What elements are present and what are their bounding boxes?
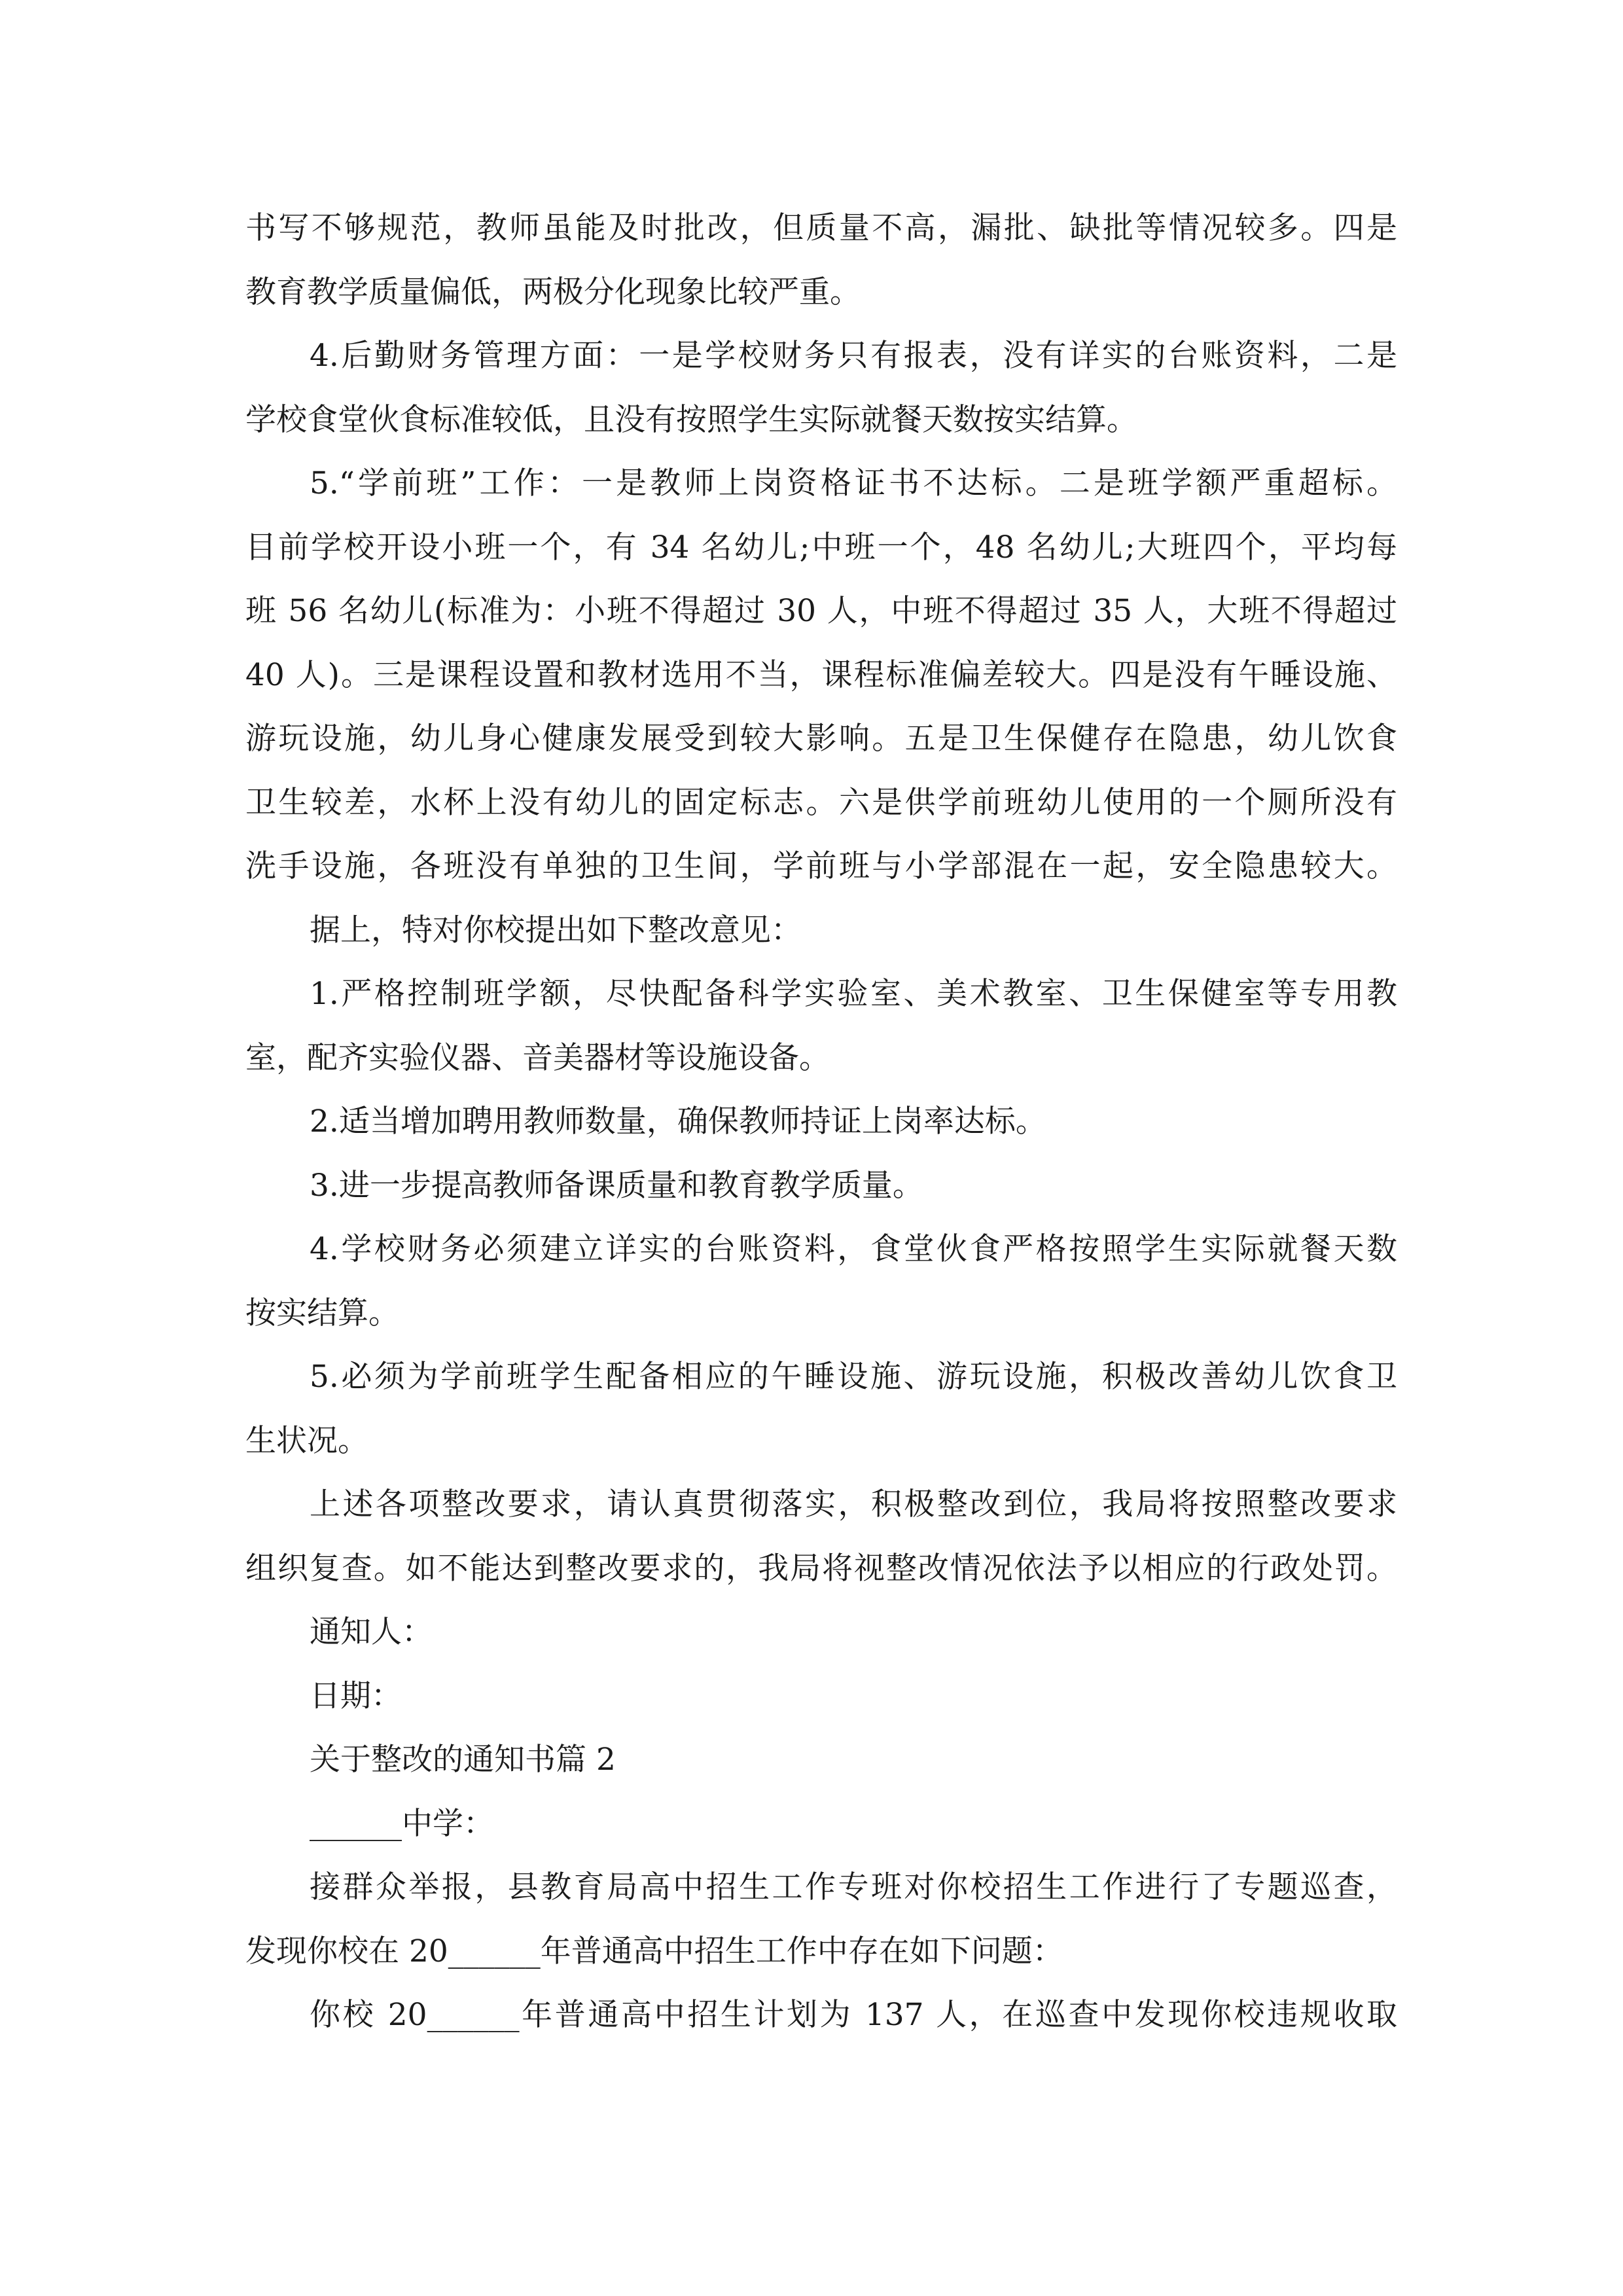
text-line-15: 2.适当增加聘用教师数量，确保教师持证上岗率达标。 bbox=[310, 1103, 1046, 1139]
text-line-17: 4.学校财务必须建立详实的台账资料，食堂伙食严格按照学生实际就餐天数 bbox=[310, 1231, 1397, 1267]
text-line-11: 洗手设施，各班没有单独的卫生间，学前班与小学部混在一起，安全隐患较大。 bbox=[245, 848, 1397, 884]
date-label: 日期： bbox=[310, 1677, 402, 1714]
text-line-9: 游玩设施，幼儿身心健康发展受到较大影响。五是卫生保健存在隐患，幼儿饮食 bbox=[245, 721, 1397, 757]
text-line-18: 按实结算。 bbox=[245, 1295, 399, 1331]
text-line-19: 5.必须为学前班学生配备相应的午睡设施、游玩设施，积极改善幼儿饮食卫 bbox=[310, 1359, 1397, 1395]
text-line-27: 接群众举报，县教育局高中招生工作专班对你校招生工作进行了专题巡查， bbox=[310, 1869, 1397, 1905]
addressee-line: ______中学： bbox=[310, 1805, 494, 1842]
text-line-6: 目前学校开设小班一个，有 34 名幼儿;中班一个，48 名幼儿;大班四个，平均每 bbox=[245, 529, 1397, 565]
text-line-12: 据上，特对你校提出如下整改意见： bbox=[310, 912, 802, 948]
text-line-21: 上述各项整改要求，请认真贯彻落实，积极整改到位，我局将按照整改要求 bbox=[310, 1486, 1397, 1522]
text-line-1: 书写不够规范，教师虽能及时批改，但质量不高，漏批、缺批等情况较多。四是 bbox=[245, 210, 1397, 246]
text-line-14: 室，配齐实验仪器、音美器材等设施设备。 bbox=[245, 1039, 830, 1076]
document-body bbox=[245, 196, 1397, 2047]
text-line-16: 3.进一步提高教师备课质量和教育教学质量。 bbox=[310, 1167, 923, 1204]
text-line-13: 1.严格控制班学额，尽快配备科学实验室、美术教室、卫生保健室等专用教 bbox=[310, 976, 1397, 1012]
text-line-22: 组织复查。如不能达到整改要求的，我局将视整改情况依法予以相应的行政处罚。 bbox=[245, 1550, 1397, 1587]
section-title: 关于整改的通知书篇 2 bbox=[310, 1742, 616, 1778]
text-line-10: 卫生较差，水杯上没有幼儿的固定标志。六是供学前班幼儿使用的一个厕所没有 bbox=[245, 784, 1397, 821]
text-line-2: 教育教学质量偏低，两极分化现象比较严重。 bbox=[245, 274, 861, 310]
text-line-20: 生状况。 bbox=[245, 1422, 368, 1459]
text-line-29: 你校 20______年普通高中招生计划为 137 人，在巡查中发现你校违规收取 bbox=[310, 1997, 1397, 2033]
text-line-3: 4.后勤财务管理方面：一是学校财务只有报表，没有详实的台账资料，二是 bbox=[310, 338, 1397, 374]
text-line-7: 班 56 名幼儿(标准为：小班不得超过 30 人，中班不得超过 35 人，大班不得超过 bbox=[245, 593, 1397, 629]
notifier-label: 通知人： bbox=[310, 1614, 433, 1650]
text-line-8: 40 人)。三是课程设置和教材选用不当，课程标准偏差较大。四是没有午睡设施、 bbox=[245, 656, 1397, 693]
text-line-28: 发现你校在 20______年普通高中招生工作中存在如下问题： bbox=[245, 1933, 1063, 1969]
text-line-5: 5.“学前班”工作：一是教师上岗资格证书不达标。二是班学额严重超标。 bbox=[310, 465, 1397, 501]
text-line-4: 学校食堂伙食标准较低，且没有按照学生实际就餐天数按实结算。 bbox=[245, 401, 1137, 438]
